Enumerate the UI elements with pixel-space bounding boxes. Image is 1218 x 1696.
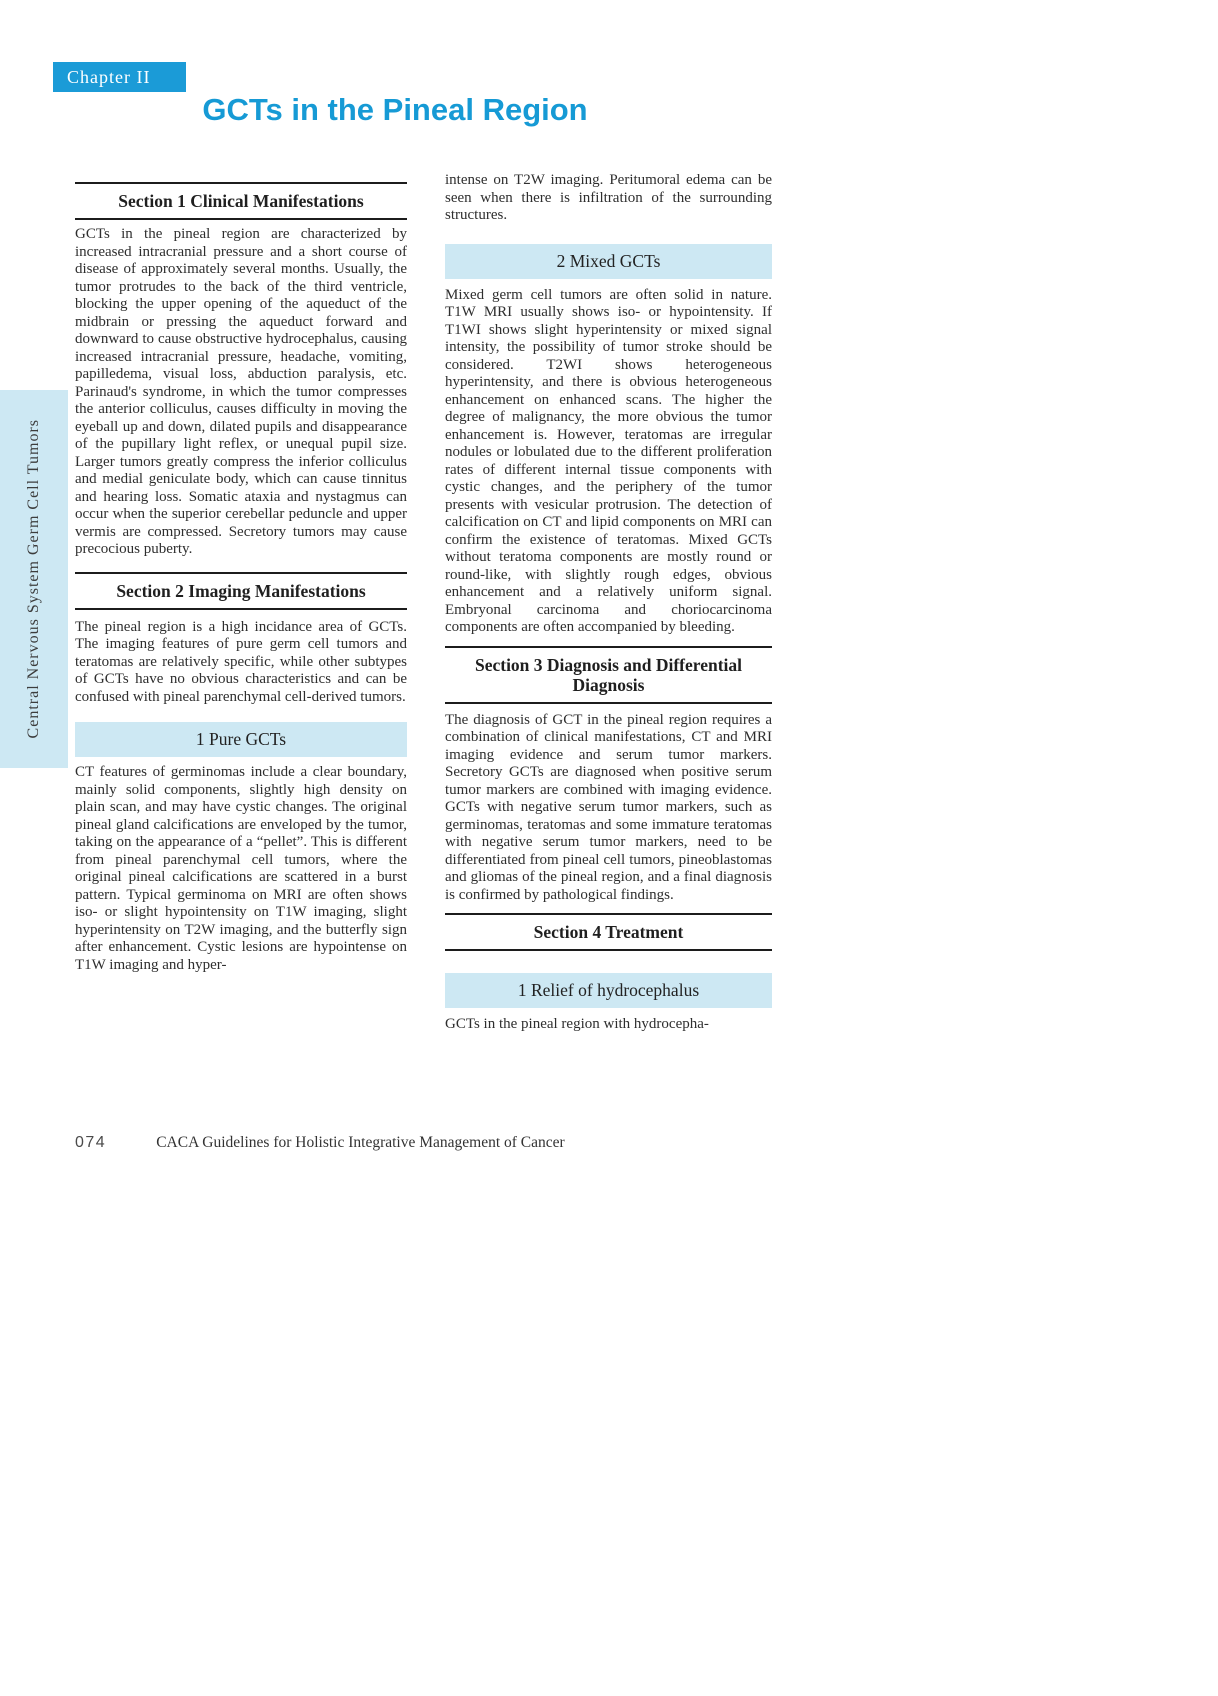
- sidebar-tab: [0, 390, 68, 768]
- left-column: [75, 172, 407, 1034]
- subsection-hydrocephalus-body: GCTs in the pineal region with hydrocepha-: [445, 1016, 709, 1032]
- footer-title: CACA Guidelines for Holistic Integrative Management of Cancer: [156, 1134, 565, 1151]
- subsection-mixed-gcts-banner: 2 Mixed GCTs: [445, 244, 772, 279]
- subsection-pure-gcts-banner: 1 Pure GCTs: [75, 722, 407, 757]
- sidebar-tab-label: Central Nervous System Germ Cell Tumors: [25, 419, 42, 739]
- page-title: GCTs in the Pineal Region: [202, 92, 588, 127]
- section-1-body: GCTs in the pineal region are characterized by increased intracranial pressure and a short course of disease of approximately several months. Usually, the tumor protrudes to the back of the third ventricle, blocking the upper opening of the aqueduct of the midbrain or pressing the aqueduct forward and downward to cause obstructive hydrocephalus, causing increased intracranial pressure, headache, vomiting, papilledema, visual loss, abduction paralysis, etc. Parinaud's syndrome, in which the tumor compresses the anterior colliculus, causes difficulty in moving the eyeball up and down, dilated pupils and disappearance of the pupillary light reflex, or unequal pupil size. Larger tumors greatly compress the inferior colliculus and medial geniculate body, which can cause tinnitus and hearing loss. Somatic ataxia and nystagmus can occur when the superior cerebellar peduncle and upper vermis are compressed. Secretory tumors may cause precocious puberty.: [75, 226, 407, 557]
- text-columns: [75, 172, 772, 1034]
- section-3-body: The diagnosis of GCT in the pineal region requires a combination of clinical manifestations, CT and MRI imaging evidence and serum tumor markers. Secretory GCTs are diagnosed when positive serum tumor markers are combined with imaging evidence. GCTs with negative serum tumor markers, such as germinomas, teratomas and some immature teratomas with negative serum tumor markers, need to be differentiated from pineal cell tumors, pineoblastomas and gliomas of the pineal region, and a final diagnosis is confirmed by pathological findings.: [445, 711, 772, 903]
- subsection-mixed-gcts-body: Mixed germ cell tumors are often solid in nature. T1W MRI usually shows iso- or hypointensity. If T1WI shows slight hyperintensity or mixed signal intensity, the possibility of tumor stroke should be considered. T2WI shows heterogeneous hyperintensity, and there is obvious heterogeneous enhancement on enhanced scans. The higher the degree of malignancy, the more obvious the tumor enhancement is. However, teratomas are irregular nodules or lobulated due to the different proliferation rates of different internal tissue components with cystic changes, and the periphery of the tumor presents with vesicular protrusion. The detection of calcification on CT and lipid components on MRI can confirm the existence of teratomas. Mixed GCTs without teratoma components are mostly round or round-like, with slightly rough edges, obvious enhancement and a relatively uniform signal. Embryonal carcinoma and choriocarcinoma components are often accompanied by bleeding.: [445, 286, 772, 635]
- subsection-hydrocephalus-banner: 1 Relief of hydrocephalus: [445, 973, 772, 1008]
- section-4-header: Section 4 Treatment: [445, 913, 772, 951]
- section-2-header: Section 2 Imaging Manifestations: [75, 572, 407, 610]
- section-3-header: Section 3 Diagnosis and Differential Diagnosis: [445, 646, 772, 704]
- chapter-badge: [53, 62, 186, 92]
- continuation-paragraph: intense on T2W imaging. Peritumoral edema can be seen when there is infiltration of the surrounding structures.: [445, 172, 772, 223]
- chapter-badge-label: Chapter II: [67, 67, 151, 87]
- subsection-pure-gcts-body: CT features of germinomas include a clear boundary, mainly solid components, slightly high density on plain scan, and may have cystic changes. The original pineal gland calcifications are enveloped by the tumor, taking on the appearance of a “pellet”. This is different from pineal parenchymal cell tumors, where the original pineal calcifications are scattered in a burst pattern. Typical germinoma on MRI are often shows iso- or slight hypointensity on T1W imaging, slight hyperintensity on T2W imaging, and the butterfly sign after enhancement. Cystic lesions are hypointense on T1W imaging and hyper-: [75, 764, 407, 973]
- section-1-header: Section 1 Clinical Manifestations: [75, 182, 407, 220]
- section-2-body: The pineal region is a high incidance area of GCTs. The imaging features of pure germ cell tumors and teratomas are relatively specific, while other subtypes of GCTs have no obvious characteristics and can be confused with pineal parenchymal cell-derived tumors.: [75, 618, 407, 705]
- page-number: 074: [75, 1134, 107, 1151]
- right-column: [445, 172, 772, 1034]
- page-footer: [75, 1134, 772, 1152]
